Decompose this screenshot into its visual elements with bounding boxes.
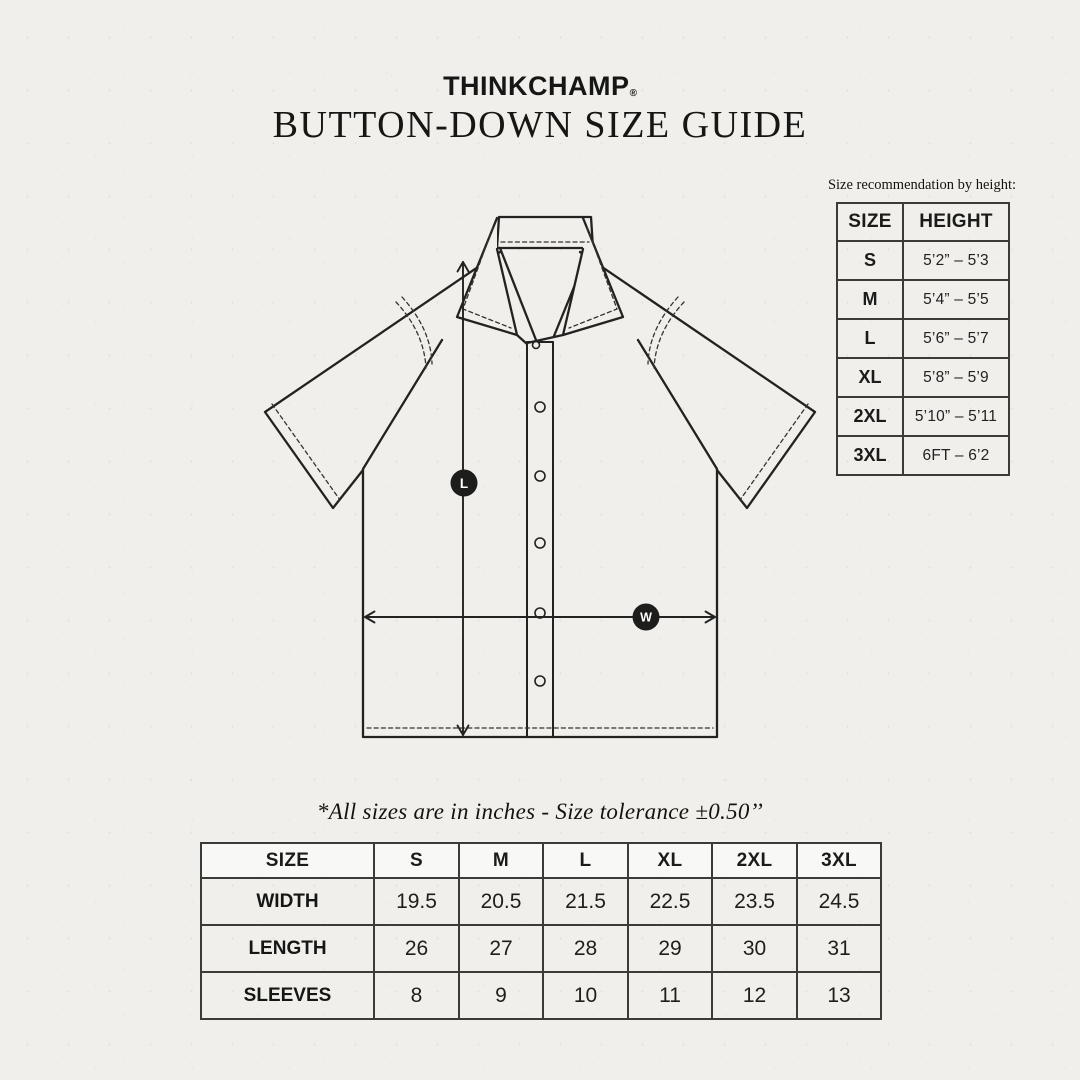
value-cell: 28 <box>543 925 628 972</box>
value-cell: 12 <box>712 972 797 1019</box>
value-cell: 24.5 <box>797 878 881 925</box>
height-table <box>836 202 1010 476</box>
value-cell: 22.5 <box>628 878 712 925</box>
height-table-row <box>837 319 1009 358</box>
height-table-col-size: SIZE <box>837 203 903 241</box>
measurements-col-xl: XL <box>628 843 712 878</box>
height-table-row <box>837 397 1009 436</box>
measurements-row-width <box>201 878 881 925</box>
sizes-note: *All sizes are in inches - Size tolerance ±0.50’’ <box>316 799 764 824</box>
value-cell: 11 <box>628 972 712 1019</box>
length-badge <box>451 470 478 497</box>
button <box>535 676 545 686</box>
height-cell: 6FT – 6’2 <box>903 436 1009 475</box>
value-cell: 21.5 <box>543 878 628 925</box>
height-cell: 5’6” – 5’7 <box>903 319 1009 358</box>
button <box>535 471 545 481</box>
length-badge-label: L <box>459 476 469 491</box>
value-cell: 19.5 <box>374 878 459 925</box>
height-table-col-height: HEIGHT <box>903 203 1009 241</box>
measurements-row-sleeves <box>201 972 881 1019</box>
measurements-header-row <box>201 843 881 878</box>
row-label: SLEEVES <box>201 972 374 1019</box>
registered-mark: ® <box>629 88 637 99</box>
value-cell: 10 <box>543 972 628 1019</box>
size-cell: 2XL <box>837 397 903 436</box>
row-label: WIDTH <box>201 878 374 925</box>
size-cell: S <box>837 241 903 280</box>
height-table-row <box>837 358 1009 397</box>
measurements-col-2xl: 2XL <box>712 843 797 878</box>
value-cell: 26 <box>374 925 459 972</box>
measurements-col-l: L <box>543 843 628 878</box>
measurements-col-m: M <box>459 843 543 878</box>
size-cell: XL <box>837 358 903 397</box>
height-table-row <box>837 280 1009 319</box>
value-cell: 27 <box>459 925 543 972</box>
button <box>535 402 545 412</box>
height-table-header-row <box>837 203 1009 241</box>
size-cell: 3XL <box>837 436 903 475</box>
button <box>535 538 545 548</box>
measurements-col-size: SIZE <box>201 843 374 878</box>
value-cell: 29 <box>628 925 712 972</box>
value-cell: 23.5 <box>712 878 797 925</box>
shirt-sleeves <box>265 252 815 508</box>
height-cell: 5’2” – 5’3 <box>903 241 1009 280</box>
shirt-buttons <box>533 342 546 687</box>
measurements-col-s: S <box>374 843 459 878</box>
value-cell: 30 <box>712 925 797 972</box>
shirt-collar <box>457 217 623 344</box>
height-cell: 5’8” – 5’9 <box>903 358 1009 397</box>
shirt-diagram <box>230 185 850 760</box>
value-cell: 13 <box>797 972 881 1019</box>
length-arrow <box>458 262 469 735</box>
height-table-row <box>837 241 1009 280</box>
value-cell: 9 <box>459 972 543 1019</box>
measurements-row-length <box>201 925 881 972</box>
height-cell: 5’4” – 5’5 <box>903 280 1009 319</box>
measurements-col-3xl: 3XL <box>797 843 881 878</box>
brand-logo <box>0 71 1080 102</box>
height-cell: 5’10” – 5’11 <box>903 397 1009 436</box>
height-table-caption: Size recommendation by height: <box>827 177 1017 193</box>
value-cell: 31 <box>797 925 881 972</box>
height-table-row <box>837 436 1009 475</box>
size-cell: L <box>837 319 903 358</box>
row-label: LENGTH <box>201 925 374 972</box>
value-cell: 8 <box>374 972 459 1019</box>
value-cell: 20.5 <box>459 878 543 925</box>
brand-name: THINKCHAMP <box>443 71 630 101</box>
width-badge-label: W <box>640 610 652 625</box>
measurements-table <box>200 842 882 1020</box>
width-badge <box>633 604 660 631</box>
size-cell: M <box>837 280 903 319</box>
page-title: BUTTON-DOWN SIZE GUIDE <box>272 104 808 146</box>
